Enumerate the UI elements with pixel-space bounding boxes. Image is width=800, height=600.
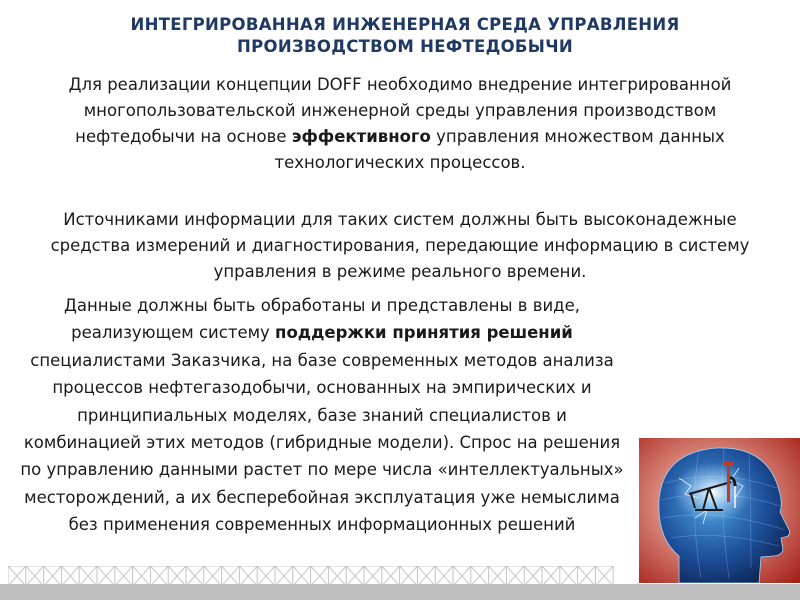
paragraph-3-text-a: Данные должны быть обработаны и представлены в виде, реализующем систему	[64, 296, 580, 343]
paragraph-3-text-b: специалистами Заказчика, на базе современных методов анализа процессов нефтегазодобычи, основанных на эмпирических и принципиальных моделях, базе знаний специалистов и комбинацией этих методов (гибридные модели). Спрос на решения по управлению данными растет по мере числа «интеллектуальных» месторождений, а их бесперебойная эксплуатация уже немыслима без применения современных информационных решений	[20, 350, 624, 535]
title-line-2: ПРОИЗВОДСТВОМ НЕФТЕДОБЫЧИ	[237, 37, 573, 56]
slide-title	[90, 14, 720, 58]
paragraph-1-bold: эффективного	[291, 127, 431, 146]
paragraph-decision-support	[16, 292, 628, 539]
paragraph-information-sources: Источниками информации для таких систем должны быть высоконадежные средства измерений и диагностирования, передающие информацию в систему управления в режиме реального времени.	[50, 210, 750, 281]
paragraph-1-text-a: Для реализации концепции DOFF необходимо внедрение интегрированной многопользовательской инженерной среды управления производством нефтедобычи на основе	[68, 75, 732, 146]
paragraph-doff-concept	[22, 72, 778, 176]
paragraph-3-bold: поддержки принятия решений	[275, 323, 573, 343]
footer-strip	[0, 584, 800, 600]
paragraph-1-text-b: управления множеством данных технологических процессов.	[274, 127, 725, 172]
oil-derrick-in-head-illustration	[639, 438, 800, 583]
title-line-1: ИНТЕГРИРОВАННАЯ ИНЖЕНЕРНАЯ СРЕДА УПРАВЛЕНИЯ	[130, 15, 680, 34]
diagonal-pattern-band	[8, 566, 614, 586]
